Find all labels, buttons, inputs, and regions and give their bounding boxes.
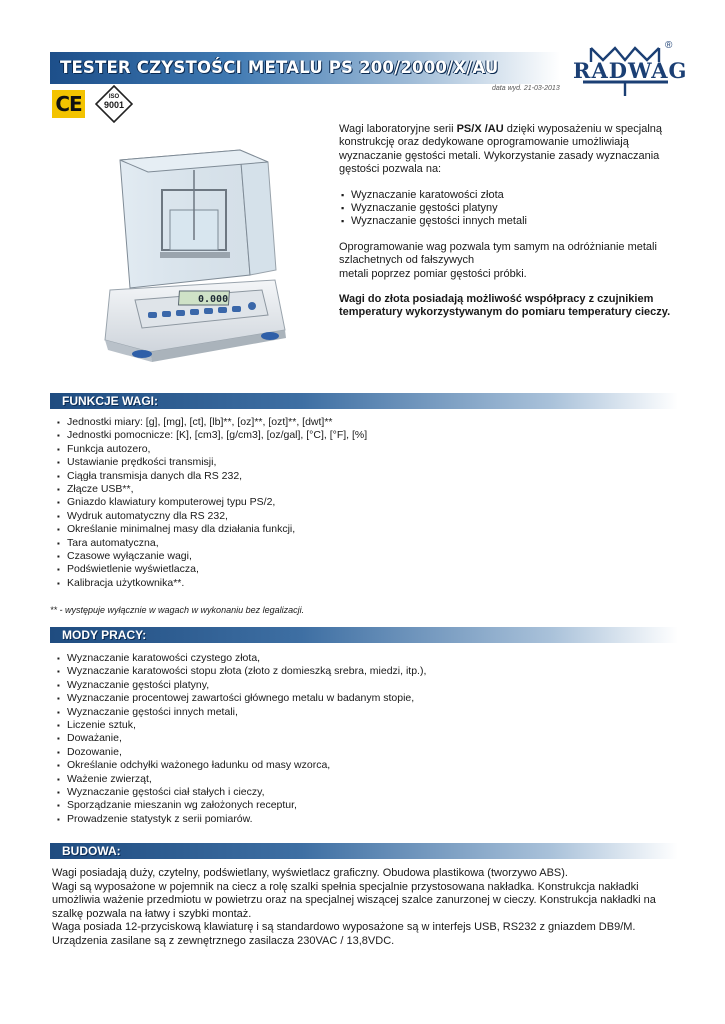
construction-text: [52, 867, 682, 949]
list-item: ▪ Wydruk automatyczny dla RS 232,: [57, 510, 367, 523]
list-item: ▪ Liczenie sztuk,: [57, 719, 426, 732]
list-item: ▪ Wyznaczanie gęstości platyny,: [57, 679, 426, 692]
list-item: ▪ Wyznaczanie gęstości innych metali: [339, 215, 679, 228]
registered-mark: ®: [665, 40, 673, 51]
product-description: [339, 123, 679, 332]
section-functions: [50, 393, 678, 409]
list-item: ▪ Czasowe wyłączanie wagi,: [57, 550, 367, 563]
list-item: ▪ Wyznaczanie gęstości innych metali,: [57, 706, 426, 719]
display-reading: 0.000: [198, 294, 229, 305]
software-text-line2: metali poprzez pomiar gęstości próbki.: [339, 267, 527, 280]
iso-label: ISO: [108, 94, 120, 100]
list-item: ▪ Jednostki pomocnicze: [K], [cm3], [g/cm3], [oz/gal], [°C], [°F], [%]: [57, 429, 367, 442]
intro-model: PS/X /AU: [456, 123, 504, 135]
modes-list: [57, 652, 426, 826]
section-heading: FUNKCJE WAGI:: [62, 394, 158, 408]
section-construction: [50, 843, 678, 859]
footnote: ** - występuje wyłącznie w wagach w wykonaniu bez legalizacji.: [50, 605, 305, 615]
list-item: ▪ Kalibracja użytkownika**.: [57, 577, 367, 590]
list-item: ▪ Określanie minimalnej masy dla działania funkcji,: [57, 523, 367, 536]
logo-wordmark: RADWAG: [573, 58, 688, 83]
iso-number: 9001: [103, 100, 125, 110]
software-text-line1: Oprogramowanie wag pozwala tym samym na odróżnianie metali szlachetnych od fałszywych: [339, 240, 657, 267]
list-item: ▪ Wyznaczanie karatowości czystego złota,: [57, 652, 426, 665]
list-item: ▪ Wyznaczanie karatowości stopu złota (złoto z domieszką srebra, miedzi, itp.),: [57, 665, 426, 678]
list-item: ▪ Wyznaczanie gęstości ciał stałych i cieczy,: [57, 786, 426, 799]
functions-list: [57, 416, 367, 590]
list-item: ▪ Złącze USB**,: [57, 483, 367, 496]
list-item: ▪ Wyznaczanie procentowej zawartości głównego metalu w badanym stopie,: [57, 692, 426, 705]
product-image: [90, 140, 295, 365]
title-banner: [50, 52, 560, 84]
balance-illustration: [90, 140, 295, 365]
construction-line: Waga posiada 12-przyciskową klawiaturę i są standardowo wyposażone są w interfejs USB, RS232 z gniazdem DB9/M.: [52, 921, 636, 934]
list-item: ▪ Doważanie,: [57, 732, 426, 745]
radwag-logo: [573, 40, 688, 100]
list-item: ▪ Dozowanie,: [57, 746, 426, 759]
section-heading: BUDOWA:: [62, 844, 121, 858]
ce-mark: CE: [52, 90, 85, 118]
software-paragraph: [339, 241, 679, 281]
list-item: ▪ Gniazdo klawiatury komputerowej typu PS/2,: [57, 496, 367, 509]
list-item: ▪ Jednostki miary: [g], [mg], [ct], [lb]**, [oz]**, [ozt]**, [dwt]**: [57, 416, 367, 429]
intro-text-b: dzięki wyposażeniu w specjalną konstrukcję oraz dedykowane oprogramowanie umożliwiają wyznaczanie gęstości metali. Wykorzystanie zasady wyznaczania gęstości pozwala na:: [339, 123, 663, 176]
construction-line: Wagi są wyposażone w pojemnik na ciecz a rolę szalki spełnia specjalnie przystosowana nakładka. Konstrukcja nakładki umożliwia ważenie przedmiotu w powietrzu oraz na specjalnej wiszącej szalce zanurzonej w cieczy. Konstrukcja nakładki na szalkę pozwala na łatwy i szybki montaż.: [52, 880, 656, 920]
iso-9001-badge: [95, 85, 133, 123]
construction-line: Urządzenia zasilane są z zewnętrznego zasilacza 230VAC / 13,8VDC.: [52, 934, 395, 947]
intro-text-a: Wagi laboratoryjne serii: [339, 123, 457, 135]
list-item: ▪ Prowadzenie statystyk z serii pomiarów.: [57, 813, 426, 826]
section-modes: [50, 627, 678, 643]
list-item: ▪ Ważenie zwierząt,: [57, 773, 426, 786]
intro-list: [339, 189, 679, 229]
intro-paragraph: [339, 123, 679, 177]
page-title: TESTER CZYSTOŚCI METALU PS 200/2000/X/AU: [60, 58, 499, 77]
list-item: ▪ Podświetlenie wyświetlacza,: [57, 563, 367, 576]
list-item: ▪ Określanie odchyłki ważonego ładunku od masy wzorca,: [57, 759, 426, 772]
list-item: ▪ Ustawianie prędkości transmisji,: [57, 456, 367, 469]
section-heading: MODY PRACY:: [62, 628, 147, 642]
list-item: ▪ Funkcja autozero,: [57, 443, 367, 456]
construction-line: Wagi posiadają duży, czytelny, podświetlany, wyświetlacz graficzny. Obudowa plastikowa (tworzywo ABS).: [52, 867, 568, 879]
temperature-paragraph: Wagi do złota posiadają możliwość współpracy z czujnikiem temperatury wykorzystywanym do pomiaru temperatury cieczy.: [339, 293, 671, 319]
issue-date: data wyd. 21-03-2013: [492, 85, 560, 92]
list-item: ▪ Wyznaczanie gęstości platyny: [339, 202, 679, 215]
list-item: ▪ Wyznaczanie karatowości złota: [339, 189, 679, 202]
list-item: ▪ Tara automatyczna,: [57, 537, 367, 550]
list-item: ▪ Ciągła transmisja danych dla RS 232,: [57, 470, 367, 483]
list-item: ▪ Sporządzanie mieszanin wg założonych receptur,: [57, 799, 426, 812]
